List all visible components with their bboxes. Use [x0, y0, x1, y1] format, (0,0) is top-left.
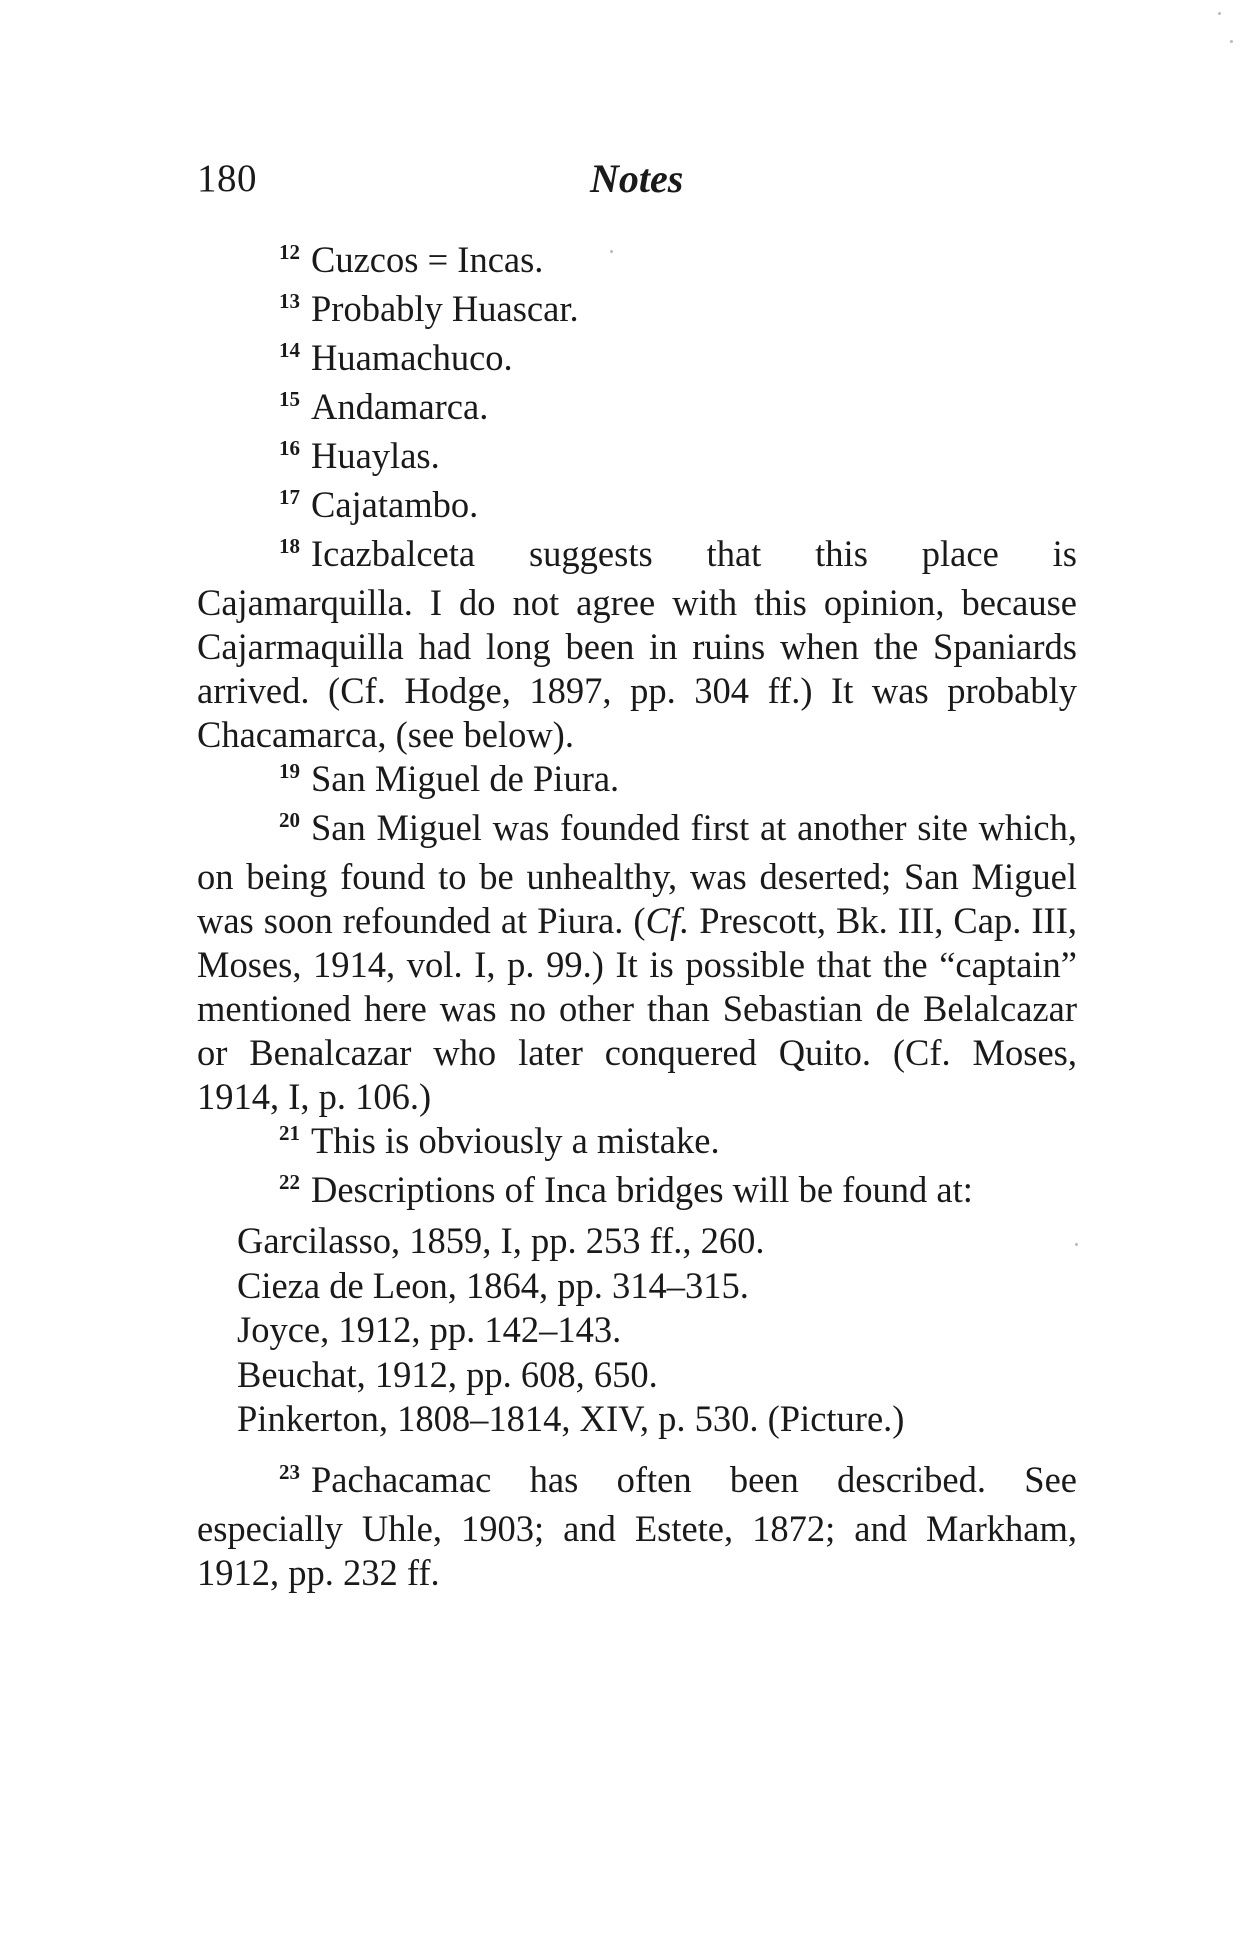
- note-22: [197, 1168, 1077, 1217]
- note-18: [197, 532, 1077, 757]
- note-text-cf: Cf.: [645, 900, 690, 941]
- note-text: Probably Huascar.: [311, 288, 579, 329]
- bridge-reference-list: [197, 1219, 1077, 1442]
- note-16: [197, 434, 1077, 483]
- scan-speck: [1218, 12, 1221, 15]
- note-number: 18: [279, 534, 300, 558]
- note-17: [197, 483, 1077, 532]
- reference-item: Garcilasso, 1859, I, pp. 253 ff., 260.: [237, 1220, 765, 1261]
- note-text: Icazbalceta suggests that this place is Cajamarquilla. I do not agree with this opinion, because Cajarmaquilla had long been in ruins when the Spaniards arrived. (Cf. Hodge, 1897, pp. 304 ff.) It was probably Chacamarca, (see below).: [197, 533, 1077, 755]
- scan-speck: [1230, 40, 1233, 43]
- note-text: Huamachuco.: [311, 337, 513, 378]
- note-number: 13: [279, 289, 300, 313]
- note-number: 19: [279, 759, 300, 783]
- note-text: This is obviously a mistake.: [311, 1120, 720, 1161]
- note-text-before: San Miguel was founded first at another site which, on being found to be unhealthy, was deserted; San Miguel was soon refounded at Piura. (: [197, 807, 1077, 941]
- note-number: 17: [279, 485, 300, 509]
- note-23: [197, 1458, 1077, 1595]
- note-text: Pachacamac has often been described. See especially Uhle, 1903; and Estete, 1872; and Markham, 1912, pp. 232 ff.: [197, 1458, 1077, 1593]
- note-19: [197, 757, 1077, 806]
- note-number: 22: [279, 1170, 300, 1194]
- note-text: Cajatambo.: [311, 484, 479, 525]
- note-text: Descriptions of Inca bridges will be found at:: [311, 1169, 973, 1210]
- note-number: 21: [279, 1121, 300, 1145]
- reference-item: Beuchat, 1912, pp. 608, 650.: [237, 1353, 658, 1395]
- note-number: 14: [279, 338, 300, 362]
- note-number: 20: [279, 808, 300, 832]
- reference-item: Joyce, 1912, pp. 142–143.: [237, 1309, 622, 1350]
- reference-item: Cieza de Leon, 1864, pp. 314–315.: [237, 1264, 749, 1306]
- note-text: San Miguel de Piura.: [311, 758, 620, 799]
- note-12: [197, 238, 1077, 287]
- note-14: [197, 336, 1077, 385]
- notes-body: [197, 238, 1077, 1595]
- note-text: Cuzcos = Incas.: [311, 239, 544, 280]
- note-number: 23: [279, 1459, 300, 1484]
- page-number: 180: [197, 157, 257, 200]
- note-number: 16: [279, 436, 300, 460]
- note-number: 12: [279, 240, 300, 264]
- scan-speck: [610, 250, 613, 253]
- note-15: [197, 385, 1077, 434]
- scan-speck: [1075, 1243, 1078, 1246]
- note-20: [197, 806, 1077, 1119]
- note-text-after: Prescott, Bk. III, Cap. III, Moses, 1914, vol. I, p. 99.) It is possible that the “captain” mentioned here was no other than Sebastian de Belalcazar or Benalcazar who later conquered Quito. (Cf. Moses, 1914, I, p. 106.): [197, 900, 1077, 1117]
- note-text: Huaylas.: [311, 435, 440, 476]
- note-text: Andamarca.: [311, 386, 489, 427]
- note-number: 15: [279, 387, 300, 411]
- note-21: [197, 1119, 1077, 1168]
- running-head: Notes: [590, 156, 684, 201]
- note-13: [197, 287, 1077, 336]
- reference-item: Pinkerton, 1808–1814, XIV, p. 530. (Picture.): [237, 1398, 905, 1439]
